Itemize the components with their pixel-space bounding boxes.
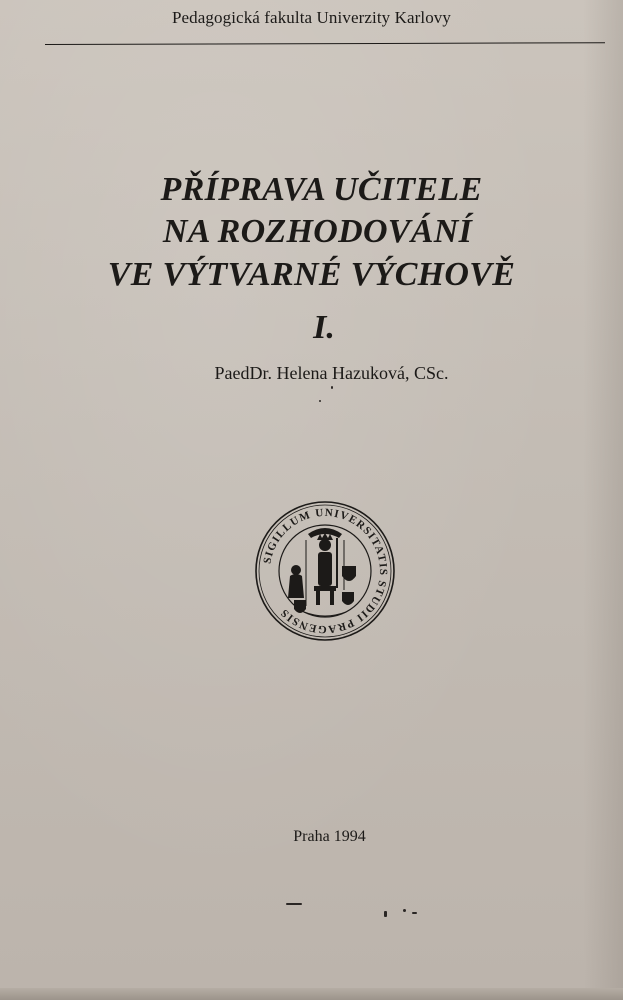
volume-number: I. (313, 309, 335, 346)
author-name: PaedDr. Helena Hazuková, CSc. (214, 363, 449, 383)
institution-header: Pedagogická fakulta Univerzity Karlovy (171, 8, 451, 27)
title-line-2: NA ROZHODOVÁNÍ (162, 213, 473, 250)
title-line-1: PŘÍPRAVA UČITELE (160, 171, 483, 208)
page-bottom-edge (0, 988, 623, 1000)
imprint-place-year: Praha 1994 (293, 828, 366, 845)
seal-inscription: SIGILLUM UNIVERSITATIS STUDII PRAGENSIS (261, 506, 390, 636)
university-seal-icon (254, 500, 396, 642)
header-divider (45, 42, 605, 45)
page-shadow (583, 0, 623, 1000)
title-line-3: VE VÝTVARNÉ VÝCHOVĚ (107, 256, 516, 293)
